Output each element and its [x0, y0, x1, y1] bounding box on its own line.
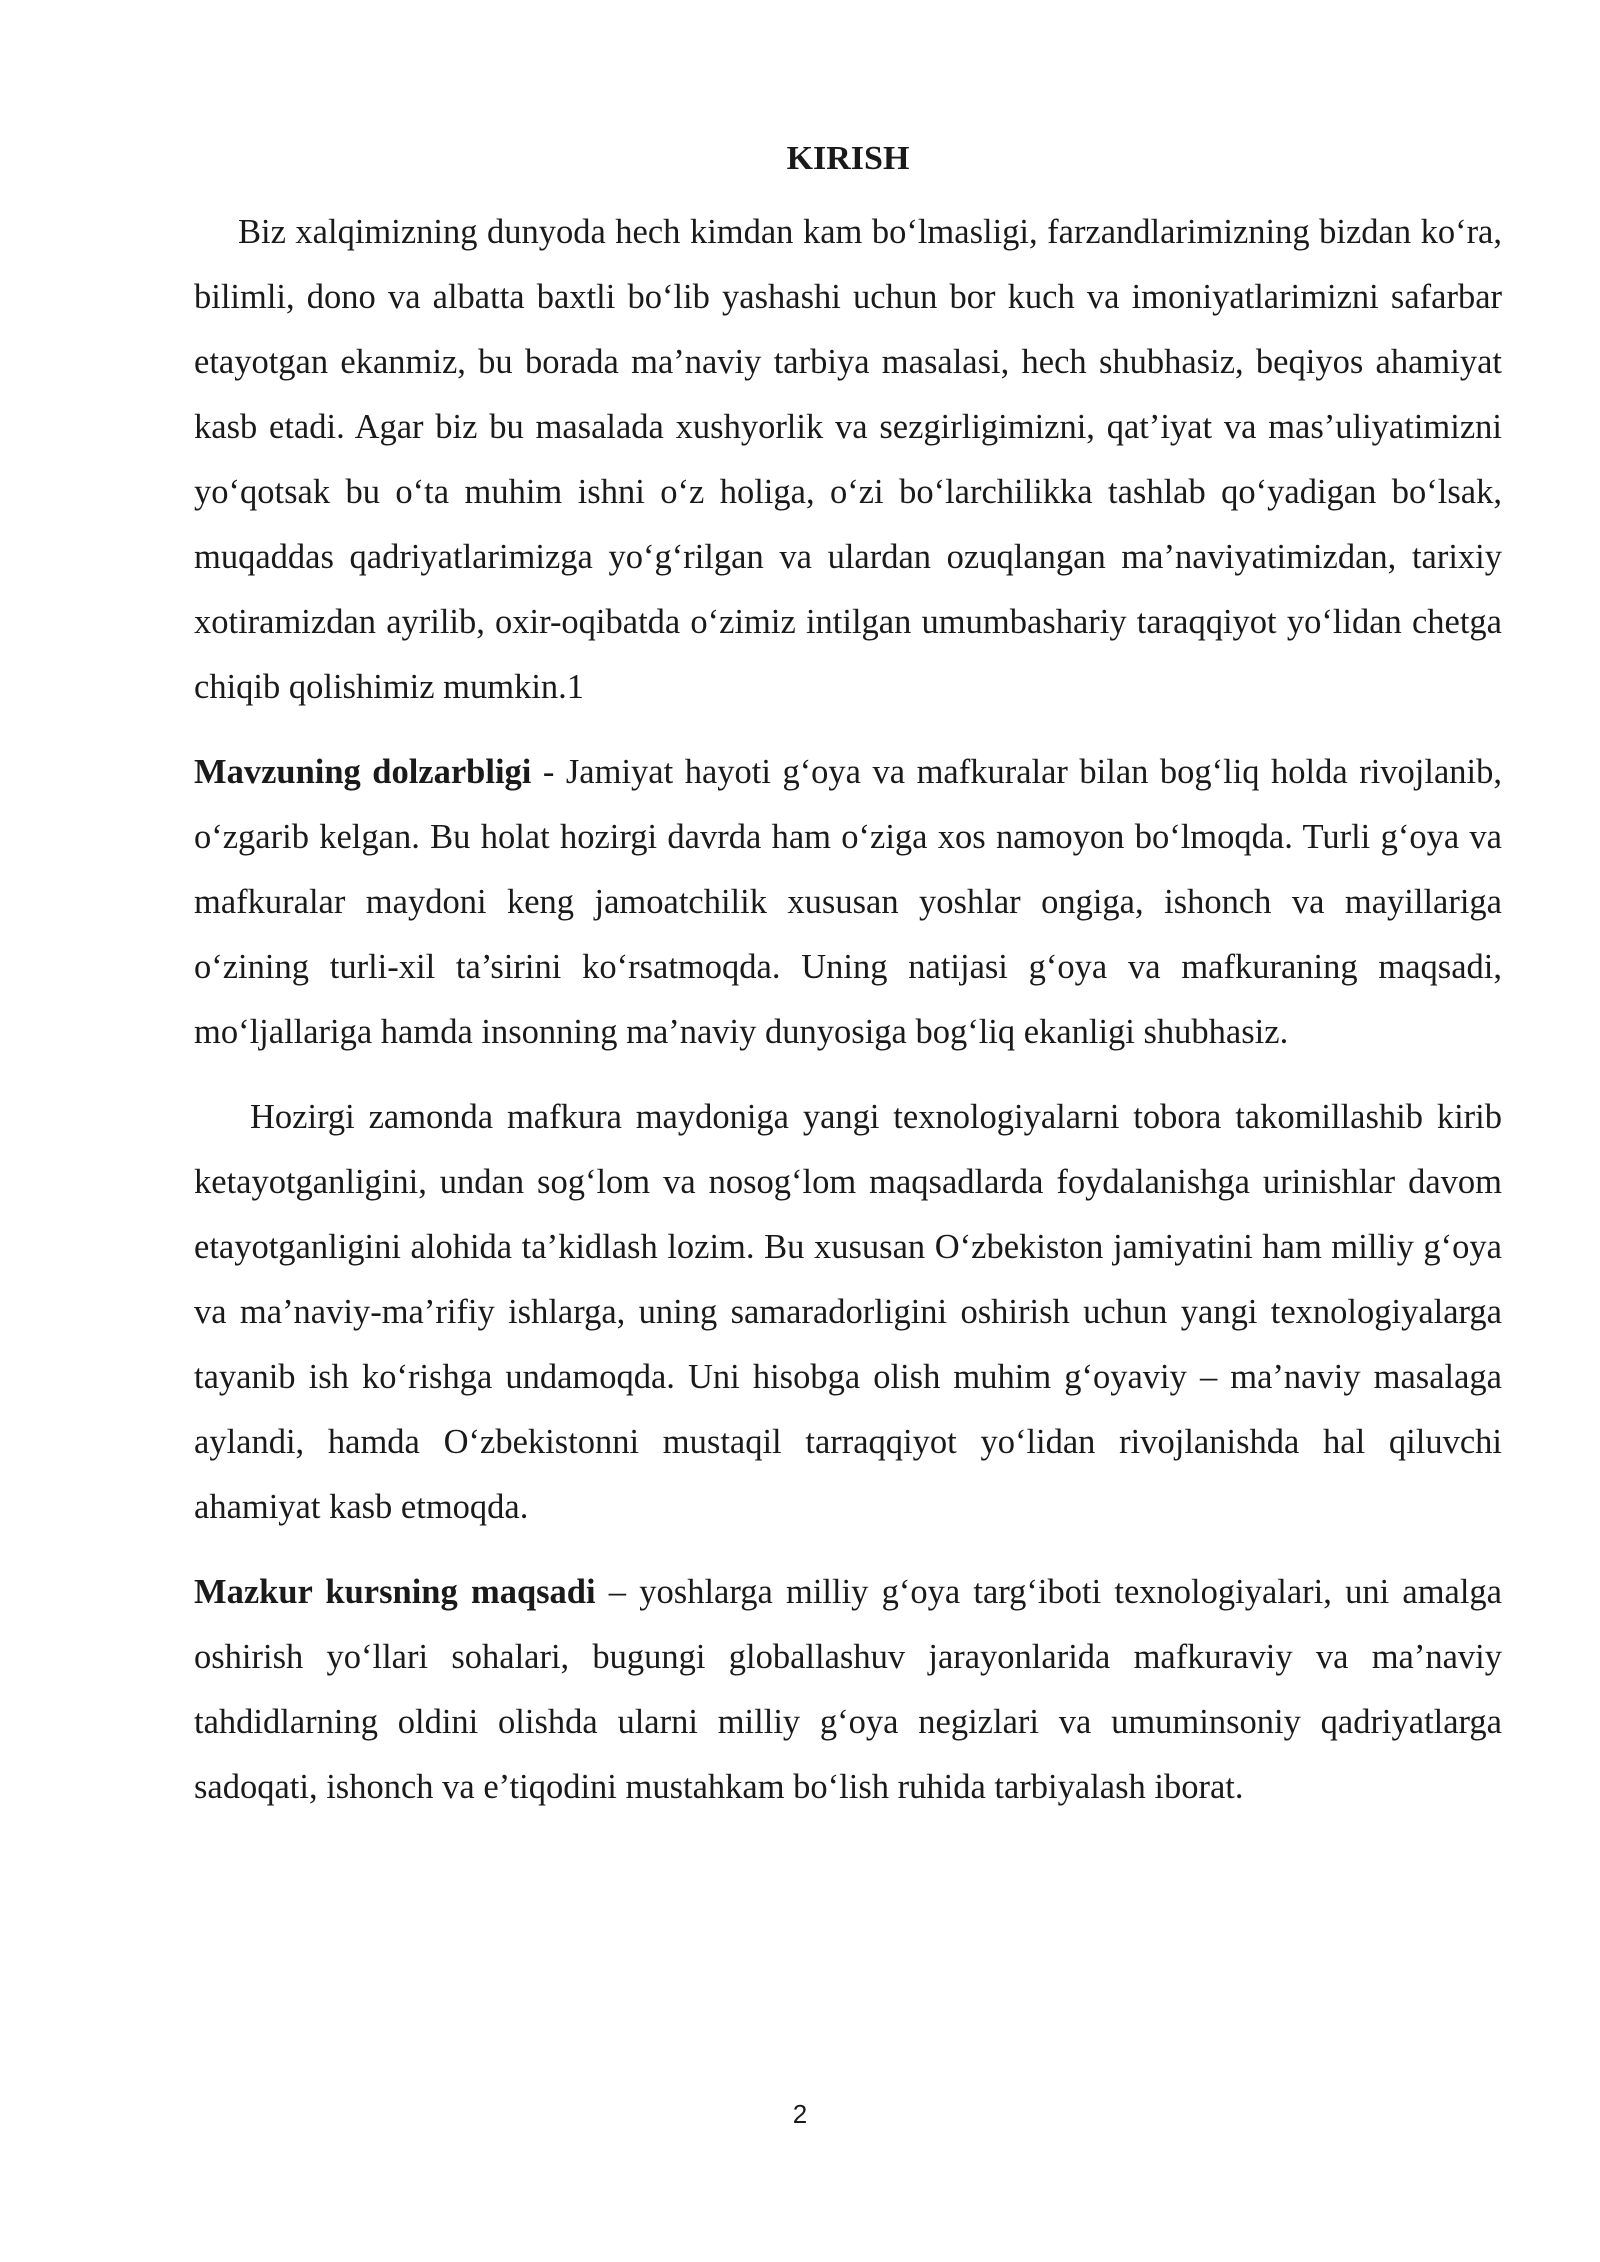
- paragraph-intro: [194, 200, 1502, 720]
- paragraph-relevance-text: - Jamiyat hayoti g‘oya va mafkuralar bilan bog‘liq holda rivojlanib, o‘zgarib kelgan. Bu holat hozirgi davrda ham o‘ziga xos namoyon bo‘lmoqda. Turli g‘oya va mafkuralar maydoni keng jamoatchilik xususan yoshlar ongiga, ishonch va mayillariga o‘zining turli-xil ta’sirini ko‘rsatmoqda. Uning natijasi g‘oya va mafkuraning maqsadi, mo‘ljallariga hamda insonning ma’naviy dunyosiga bog‘liq ekanligi shubhasiz.: [194, 753, 1502, 1051]
- page-number: 2: [792, 2099, 808, 2129]
- paragraph-relevance: [194, 740, 1502, 1065]
- paragraph-course-goal-lead: Mazkur kursning maqsadi: [194, 1573, 596, 1611]
- paragraph-technology: [194, 1085, 1502, 1540]
- paragraph-intro-text: Biz xalqimizning dunyoda hech kimdan kam bo‘lmasligi, farzandlarimizning bizdan ko‘ra, bilimli, dono va albatta baxtli bo‘lib yashashi uchun bor kuch va imoniyatlarimizni safarbar etayotgan ekanmiz, bu borada ma’naviy tarbiya masalasi, hech shubhasiz, beqiyos ahamiyat kasb etadi. Agar biz bu masalada xushyorlik va sezgirligimizni, qat’iyat va mas’uliyatimizni yo‘qotsak bu o‘ta muhim ishni o‘z holiga, o‘zi bo‘larchilikka tashlab qo‘yadigan bo‘lsak, muqaddas qadriyatlarimizga yo‘g‘rilgan va ulardan ozuqlangan ma’naviyatimizdan, tarixiy xotiramizdan ayrilib, oxir-oqibatda o‘zimiz intilgan umumbashariy taraqqiyot yo‘lidan chetga chiqib qolishimiz mumkin.1: [194, 213, 1502, 706]
- page-content: [194, 130, 1502, 1840]
- paragraph-course-goal: [194, 1560, 1502, 1820]
- paragraph-relevance-lead: Mavzuning dolzarbligi: [194, 753, 532, 791]
- paragraph-technology-text: Hozirgi zamonda mafkura maydoniga yangi texnologiyalarni tobora takomillashib kirib ketayotganligini, undan sog‘lom va nosog‘lom maqsadlarda foydalanishga urinishlar davom etayotganligini alohida ta’kidlash lozim. Bu xususan O‘zbekiston jamiyatini ham milliy g‘oya va ma’naviy-ma’rifiy ishlarga, uning samaradorligini oshirish uchun yangi texnologiyalarga tayanib ish ko‘rishga undamoqda. Uni hisobga olish muhim g‘oyaviy – ma’naviy masalaga aylandi, hamda O‘zbekistonni mustaqil tarraqqiyot yo‘lidan rivojlanishda hal qiluvchi ahamiyat kasb etmoqda.: [194, 1098, 1502, 1526]
- paragraph-course-goal-text: – yoshlarga milliy g‘oya targ‘iboti texnologiyalari, uni amalga oshirish yo‘llari sohalari, bugungi globallashuv jarayonlarida mafkuraviy va ma’naviy tahdidlarning oldini olishda ularni milliy g‘oya negizlari va umuminsoniy qadriyatlarga sadoqati, ishonch va e’tiqodini mustahkam bo‘lish ruhida tarbiyalash iborat.: [194, 1573, 1502, 1806]
- section-title: KIRISH: [786, 140, 910, 177]
